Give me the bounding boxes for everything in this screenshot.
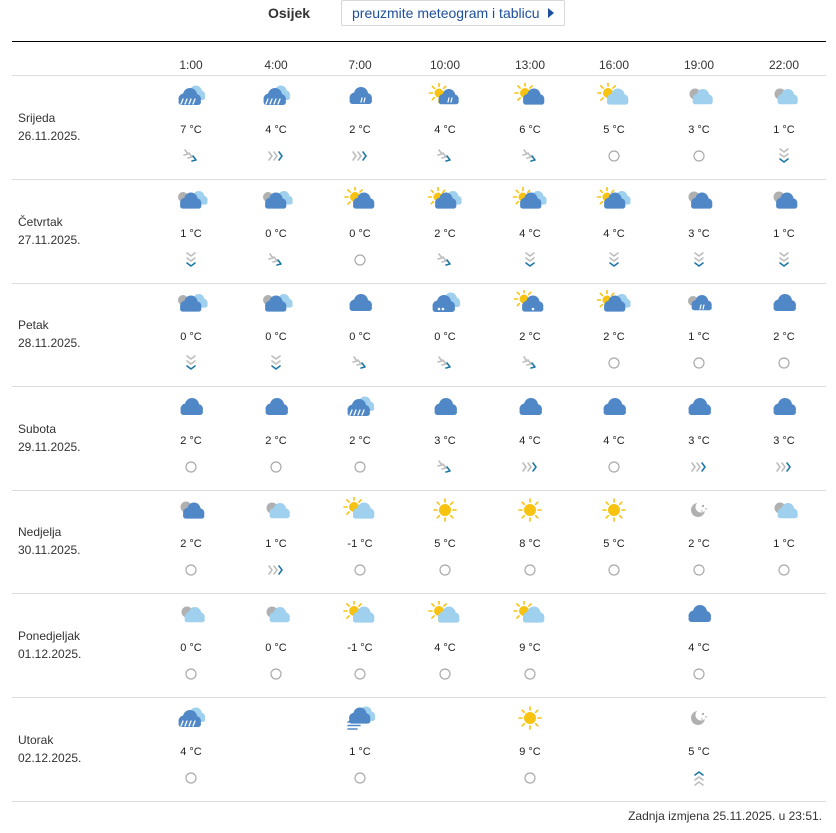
day-name: Utorak [18, 733, 54, 747]
city-title: Osijek [268, 5, 311, 21]
forecast-cell [669, 394, 729, 476]
sun-light-cloud-icon [342, 497, 378, 525]
forecast-cell [246, 290, 306, 372]
hour-label: 1:00 [179, 58, 203, 72]
sun-cloud-cloud-icon [596, 290, 632, 318]
sun-light-cloud-icon [342, 601, 378, 629]
temperature-value: 3 °C [434, 435, 456, 447]
cloud-fog-icon [342, 705, 378, 733]
calm-icon [521, 769, 539, 787]
forecast-cell [246, 394, 306, 476]
day-label [18, 213, 81, 249]
temperature-value: 4 °C [688, 642, 710, 654]
wind-n-icon [182, 251, 200, 269]
cloud-icon [766, 290, 802, 318]
calm-icon [690, 665, 708, 683]
moon-cloud-icon [681, 187, 717, 215]
header-divider [12, 41, 826, 42]
cloud-icon [681, 394, 717, 422]
calm-icon [267, 458, 285, 476]
sun-cloud-cloud-icon [596, 187, 632, 215]
forecast-cell [754, 394, 814, 476]
forecast-cell [161, 394, 221, 476]
moon-stars-icon [681, 497, 717, 525]
temperature-value: 1 °C [688, 331, 710, 343]
day-date: 30.11.2025. [18, 543, 81, 557]
forecast-cell [584, 290, 644, 372]
moon-cloud-icon [173, 497, 209, 525]
wind-sw-icon [436, 354, 454, 372]
forecast-cell [161, 497, 221, 579]
hour-label: 22:00 [768, 58, 800, 72]
wind-sw-icon [267, 251, 285, 269]
hours-row [0, 58, 836, 74]
wind-s-icon [690, 769, 708, 787]
day-date: 26.11.2025. [18, 129, 81, 143]
sun-cloud-drizzle-icon [427, 83, 463, 111]
cloud-icon [427, 394, 463, 422]
wind-n-icon [182, 354, 200, 372]
temperature-value: 4 °C [434, 642, 456, 654]
calm-icon [267, 665, 285, 683]
meteogram-download-button[interactable] [341, 0, 565, 26]
sun-cloud-snow-icon [512, 290, 548, 318]
cloud-rain-icon [173, 705, 209, 733]
wind-n-icon [521, 251, 539, 269]
calm-icon [690, 147, 708, 165]
temperature-value: 5 °C [434, 538, 456, 550]
moon-light-cloud-icon [766, 83, 802, 111]
forecast-cell [330, 83, 390, 165]
temperature-value: 2 °C [265, 435, 287, 447]
cloud-icon [596, 394, 632, 422]
temperature-value: 3 °C [688, 435, 710, 447]
cloud-icon [342, 290, 378, 318]
day-row [12, 698, 826, 802]
cloud-icon [173, 394, 209, 422]
temperature-value: 2 °C [773, 331, 795, 343]
day-label [18, 731, 81, 767]
wind-sw-icon [521, 354, 539, 372]
cloud-rain-icon [258, 83, 294, 111]
temperature-value: 4 °C [180, 746, 202, 758]
calm-icon [605, 458, 623, 476]
day-name: Srijeda [18, 111, 56, 125]
header [0, 0, 836, 30]
forecast-cell [500, 187, 560, 269]
day-name: Nedjelja [18, 525, 62, 539]
calm-icon [690, 561, 708, 579]
temperature-value: 1 °C [265, 538, 287, 550]
forecast-cell [330, 187, 390, 269]
sun-cloud-cloud-icon [427, 187, 463, 215]
forecast-cell [161, 705, 221, 787]
calm-icon [351, 458, 369, 476]
hour-label: 16:00 [598, 58, 630, 72]
calm-icon [775, 354, 793, 372]
day-row [12, 283, 826, 387]
wind-sw-icon [521, 147, 539, 165]
hour-label: 4:00 [264, 58, 288, 72]
wind-sw-icon [436, 251, 454, 269]
temperature-value: 1 °C [773, 538, 795, 550]
cloud-icon [766, 394, 802, 422]
sun-light-cloud-icon [427, 601, 463, 629]
forecast-cell [754, 290, 814, 372]
temperature-value: 2 °C [180, 435, 202, 447]
temperature-value: 0 °C [265, 642, 287, 654]
forecast-cell [500, 497, 560, 579]
day-row [12, 594, 826, 698]
calm-icon [351, 769, 369, 787]
temperature-value: 0 °C [265, 331, 287, 343]
day-label [18, 109, 81, 145]
temperature-value: 2 °C [603, 331, 625, 343]
temperature-value: 3 °C [773, 435, 795, 447]
wind-w-strong-icon [267, 561, 285, 579]
calm-icon [521, 665, 539, 683]
temperature-value: 2 °C [434, 228, 456, 240]
cloud-icon [512, 394, 548, 422]
forecast-cell [669, 497, 729, 579]
day-date: 01.12.2025. [18, 647, 82, 661]
forecast-cell [246, 187, 306, 269]
calm-icon [775, 561, 793, 579]
forecast-cell [161, 601, 221, 683]
meteogram-download-label: preuzmite meteogram i tablicu [352, 5, 540, 21]
temperature-value: 0 °C [180, 642, 202, 654]
temperature-value: -1 °C [347, 642, 373, 654]
forecast-cell [584, 497, 644, 579]
day-name: Petak [18, 318, 49, 332]
day-name: Četvrtak [18, 215, 63, 229]
wind-n-icon [775, 147, 793, 165]
temperature-value: 4 °C [265, 124, 287, 136]
forecast-cell [161, 187, 221, 269]
calm-icon [436, 665, 454, 683]
temperature-value: 2 °C [180, 538, 202, 550]
temperature-value: 1 °C [773, 228, 795, 240]
temperature-value: 2 °C [519, 331, 541, 343]
forecast-cell [161, 290, 221, 372]
day-row [12, 76, 826, 180]
calm-icon [182, 561, 200, 579]
calm-icon [351, 561, 369, 579]
wind-w-strong-icon [690, 458, 708, 476]
temperature-value: 0 °C [265, 228, 287, 240]
wind-sw-icon [436, 147, 454, 165]
forecast-cell [669, 601, 729, 683]
temperature-value: 3 °C [688, 228, 710, 240]
forecast-cell [500, 705, 560, 787]
calm-icon [605, 561, 623, 579]
forecast-cell [669, 290, 729, 372]
calm-icon [605, 354, 623, 372]
arrow-right-icon [548, 8, 554, 18]
forecast-cell [500, 394, 560, 476]
temperature-value: -1 °C [347, 538, 373, 550]
cloud-icon [681, 601, 717, 629]
temperature-value: 8 °C [519, 538, 541, 550]
calm-icon [182, 769, 200, 787]
temperature-value: 0 °C [434, 331, 456, 343]
wind-n-icon [775, 251, 793, 269]
calm-icon [690, 354, 708, 372]
wind-w-strong-icon [775, 458, 793, 476]
day-label [18, 420, 81, 456]
moon-light-cloud-icon [258, 601, 294, 629]
wind-n-icon [690, 251, 708, 269]
day-date: 29.11.2025. [18, 440, 81, 454]
sun-icon [596, 497, 632, 525]
moon-light-cloud-icon [258, 497, 294, 525]
sun-icon [427, 497, 463, 525]
day-label [18, 523, 81, 559]
wind-w-strong-icon [351, 147, 369, 165]
moon-light-cloud-icon [766, 497, 802, 525]
moon-cloud-drizzle-icon [681, 290, 717, 318]
wind-sw-icon [182, 147, 200, 165]
wind-w-strong-icon [267, 147, 285, 165]
day-date: 02.12.2025. [18, 751, 82, 765]
forecast-cell [754, 83, 814, 165]
wind-w-strong-icon [521, 458, 539, 476]
forecast-cell [246, 497, 306, 579]
temperature-value: 7 °C [180, 124, 202, 136]
day-label [18, 627, 81, 663]
day-name: Subota [18, 422, 57, 436]
temperature-value: 0 °C [349, 331, 371, 343]
moon-cloud-cloud-icon [258, 290, 294, 318]
forecast-cell [500, 290, 560, 372]
forecast-cell [415, 601, 475, 683]
day-date: 28.11.2025. [18, 336, 81, 350]
temperature-value: 4 °C [434, 124, 456, 136]
forecast-cell [415, 497, 475, 579]
forecast-cell [669, 187, 729, 269]
temperature-value: 5 °C [603, 538, 625, 550]
temperature-value: 2 °C [349, 435, 371, 447]
moon-cloud-cloud-icon [258, 187, 294, 215]
forecast-cell [584, 83, 644, 165]
forecast-cell [161, 83, 221, 165]
moon-cloud-cloud-icon [173, 290, 209, 318]
day-date: 27.11.2025. [18, 233, 81, 247]
temperature-value: 9 °C [519, 642, 541, 654]
forecast-cell [500, 601, 560, 683]
moon-light-cloud-icon [681, 83, 717, 111]
temperature-value: 6 °C [519, 124, 541, 136]
temperature-value: 0 °C [349, 228, 371, 240]
sun-icon [512, 497, 548, 525]
cloud-rain-icon [342, 394, 378, 422]
temperature-value: 5 °C [603, 124, 625, 136]
last-update-text: Zadnja izmjena 25.11.2025. u 23:51. [628, 809, 822, 823]
forecast-cell [584, 394, 644, 476]
day-row [12, 387, 826, 491]
sun-light-cloud-icon [596, 83, 632, 111]
forecast-cell [330, 705, 390, 787]
forecast-cell [669, 83, 729, 165]
day-row [12, 180, 826, 284]
moon-stars-icon [681, 705, 717, 733]
sun-cloud-icon [512, 83, 548, 111]
sun-light-cloud-icon [512, 601, 548, 629]
forecast-cell [330, 497, 390, 579]
forecast-cell [330, 601, 390, 683]
forecast-cell [754, 497, 814, 579]
temperature-value: 4 °C [603, 435, 625, 447]
moon-cloud-cloud-icon [173, 187, 209, 215]
hour-label: 19:00 [683, 58, 715, 72]
hour-label: 13:00 [514, 58, 546, 72]
temperature-value: 1 °C [180, 228, 202, 240]
day-label [18, 316, 81, 352]
forecast-cell [669, 705, 729, 787]
forecast-cell [754, 187, 814, 269]
temperature-value: 9 °C [519, 746, 541, 758]
forecast-cell [500, 83, 560, 165]
temperature-value: 3 °C [688, 124, 710, 136]
wind-n-icon [605, 251, 623, 269]
moon-light-cloud-icon [173, 601, 209, 629]
day-row [12, 490, 826, 594]
wind-sw-icon [436, 458, 454, 476]
temperature-value: 0 °C [180, 331, 202, 343]
forecast-cell [330, 394, 390, 476]
forecast-cell [415, 290, 475, 372]
temperature-value: 2 °C [688, 538, 710, 550]
temperature-value: 4 °C [519, 228, 541, 240]
calm-icon [351, 251, 369, 269]
forecast-cell [415, 187, 475, 269]
temperature-value: 1 °C [773, 124, 795, 136]
temperature-value: 1 °C [349, 746, 371, 758]
calm-icon [436, 561, 454, 579]
temperature-value: 5 °C [688, 746, 710, 758]
calm-icon [351, 665, 369, 683]
forecast-cell [584, 187, 644, 269]
sun-icon [512, 705, 548, 733]
calm-icon [182, 665, 200, 683]
wind-n-icon [267, 354, 285, 372]
cloud-icon [258, 394, 294, 422]
forecast-cell [246, 83, 306, 165]
day-name: Ponedjeljak [18, 629, 81, 643]
sun-cloud-icon [342, 187, 378, 215]
calm-icon [182, 458, 200, 476]
temperature-value: 4 °C [603, 228, 625, 240]
cloud-drizzle-icon [342, 83, 378, 111]
forecast-cell [246, 601, 306, 683]
moon-cloud-icon [766, 187, 802, 215]
forecast-cell [415, 83, 475, 165]
forecast-cell [330, 290, 390, 372]
wind-sw-icon [351, 354, 369, 372]
sun-cloud-cloud-icon [512, 187, 548, 215]
hour-label: 10:00 [429, 58, 461, 72]
temperature-value: 4 °C [519, 435, 541, 447]
calm-icon [605, 147, 623, 165]
forecast-cell [415, 394, 475, 476]
temperature-value: 2 °C [349, 124, 371, 136]
cloud-snow-icon [427, 290, 463, 318]
cloud-rain-icon [173, 83, 209, 111]
calm-icon [521, 561, 539, 579]
hour-label: 7:00 [348, 58, 372, 72]
